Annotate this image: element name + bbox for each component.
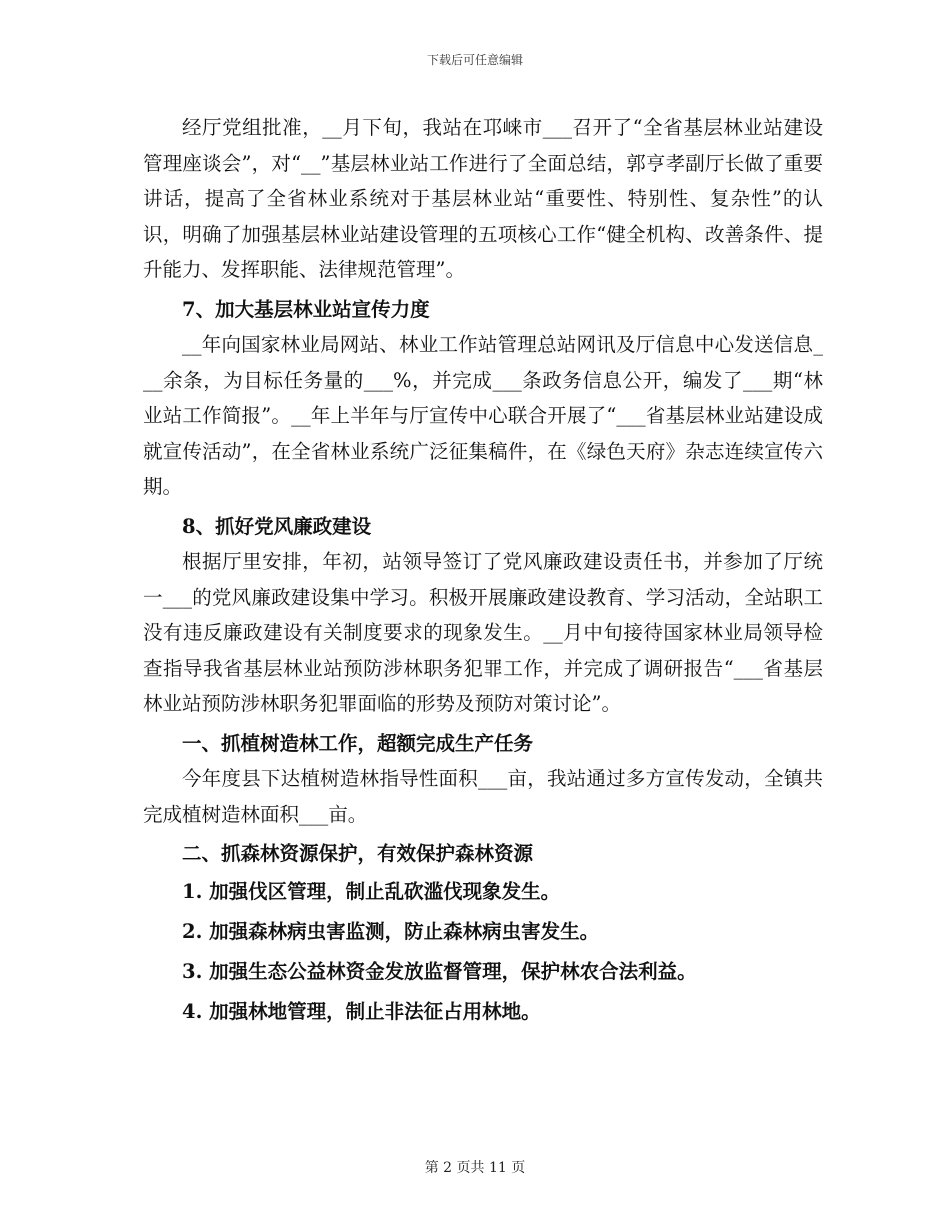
list-item: 3. 加强生态公益林资金发放监督管理，保护林农合法利益。 (182, 959, 697, 983)
paragraph-forum-summary: 经厅党组批准，__月下旬，我站在邛崃市___召开了“全省基层林业站建设管理座谈会”，对“__”基层林业站工作进行了全面总结，郭亨孝副厅长做了重要讲话，提高了全省林业系统对于基层林业站“重要性、特别性、复杂性”的认识，明确了加强基层林业站建设管理的五项核心工作“健全机构、改善条件、提升能力、发挥职能、法律规范管理”。 (143, 116, 823, 281)
list-item: 2. 加强森林病虫害监测，防止森林病虫害发生。 (182, 919, 600, 943)
page-header: 下载后可任意编辑 (426, 53, 523, 67)
list-item: 1. 加强伐区管理，制止乱砍滥伐现象发生。 (182, 879, 561, 903)
heading-forest-protection: 二、抓森林资源保护，有效保护森林资源 (182, 842, 534, 865)
heading-publicity: 7、加大基层林业站宣传力度 (182, 297, 430, 321)
paragraph-afforestation: 今年度县下达植树造林指导性面积___亩，我站通过多方宣传发动，全镇共完成植树造林面积___亩。 (143, 767, 823, 826)
heading-afforestation: 一、抓植树造林工作，超额完成生产任务 (182, 731, 534, 755)
paragraph-publicity: __年向国家林业局网站、林业工作站管理总站网讯及厅信息中心发送信息___余条，为目标任务量的___%，并完成___条政务信息公开，编发了___期“林业站工作简报”。__年上半年与厅宣传中心联合开展了“___省基层林业站建设成就宣传活动”，在全省林业系统广泛征集稿件，在《绿色天府》杂志连续宣传六期。 (143, 333, 823, 498)
document-body (143, 110, 823, 1032)
paragraph-integrity: 根据厅里安排，年初，站领导签订了党风廉政建设责任书，并参加了厅统一___的党风廉政建设集中学习。积极开展廉政建设教育、学习活动，全站职工没有违反廉政建设有关制度要求的现象发生。__月中旬接待国家林业局领导检查指导我省基层林业站预防涉林职务犯罪工作，并完成了调研报告“___省基层林业站预防涉林职务犯罪面临的形势及预防对策讨论”。 (143, 550, 823, 715)
page-footer: 第 2 页共 11 页 (424, 1160, 526, 1176)
heading-integrity: 8、抓好党风廉政建设 (182, 514, 372, 538)
list-item: 4. 加强林地管理，制止非法征占用林地。 (182, 999, 541, 1023)
